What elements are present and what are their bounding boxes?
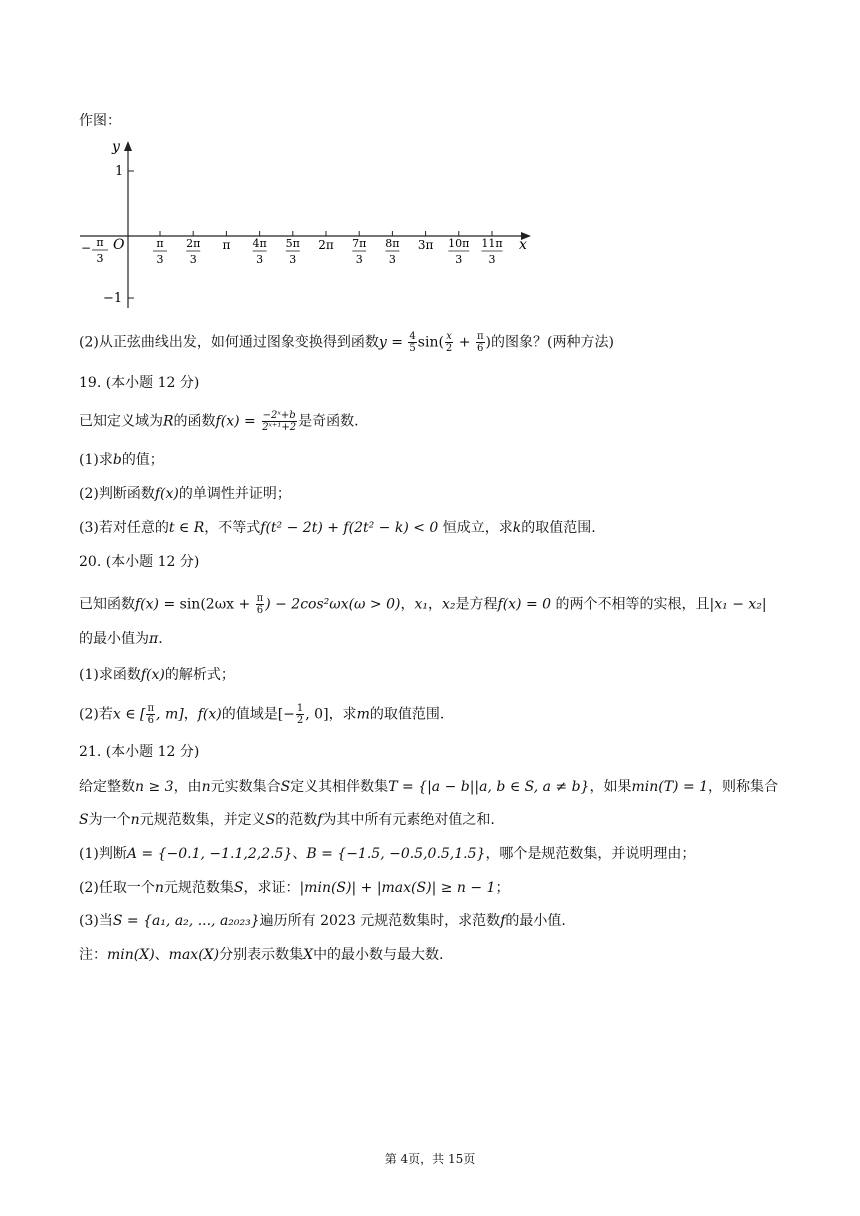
- svg-text:−: −: [81, 241, 92, 255]
- q21-part3: (3)当S = {a₁, a₂, ..., a₂₀₂₃}遍历所有 2023 元规范数集时，求范数f的最小值.: [79, 913, 566, 929]
- x-tick-label: [222, 231, 230, 252]
- q19-header: 19. (本小题 12 分): [79, 375, 200, 391]
- x-tick-label: [252, 231, 266, 266]
- q21-note: 注：min(X)、max(X)分别表示数集X中的最小数与最大数.: [79, 947, 444, 963]
- origin-label: O: [113, 237, 125, 253]
- page-footer: 第 4页，共 15页: [384, 1152, 476, 1166]
- x-tick-denominator: 3: [455, 253, 463, 266]
- svg-text:3: 3: [96, 252, 104, 265]
- q19-part2: (2)判断函数f(x)的单调性并证明；: [79, 486, 291, 502]
- q20-part2: (2)若x ∈ [ $\frac{\pi}{6}$ , m]，f(x)的值域是[− $\frac{1}{2}$ , 0]，求m的取值范围.: [79, 703, 445, 726]
- y-axis-arrow: [124, 141, 132, 151]
- x-tick-label: [318, 231, 334, 252]
- y-tick-neg1: −1: [103, 291, 123, 306]
- coordinate-graph: [78, 138, 538, 318]
- q21-stem-line2: S为一个n元规范数集，并定义S的范数f为其中所有元素绝对值之和.: [79, 812, 495, 828]
- x-tick-denominator: 3: [256, 253, 264, 266]
- q21-header: 21. (本小题 12 分): [79, 744, 200, 760]
- x-tick-label: [418, 231, 434, 252]
- y-tick-1: 1: [115, 164, 124, 179]
- x-tick-numerator: 10π: [448, 237, 470, 250]
- intro-text: 作图：: [79, 113, 121, 129]
- q21-stem-line1: 给定整数n ≥ 3，由n元实数集合S定义其相伴数集T = {|a − b||a, b ∈ S, a ≠ b}，如果min(T) = 1，则称集合: [79, 779, 779, 795]
- q20-part1: (1)求函数f(x)的解析式；: [79, 667, 235, 683]
- x-tick-numerator: 11π: [481, 237, 503, 250]
- x-tick-text: π: [222, 238, 231, 252]
- x-tick-denominator: 3: [488, 253, 496, 266]
- x-tick-denominator: 3: [355, 253, 363, 266]
- x-tick-denominator: 3: [156, 253, 164, 266]
- x-tick-numerator: π: [156, 237, 164, 250]
- x-tick-numerator: 7π: [352, 237, 367, 250]
- q19-stem: 已知定义域为R的函数f(x) = $\frac{\text{−2ˣ+b}}{\text{2ˣ⁺¹+2}}$ 是奇函数.: [79, 410, 359, 433]
- x-tick-label: [481, 231, 502, 266]
- x-tick-text: 3π: [417, 238, 434, 252]
- x-tick-label: [186, 231, 200, 266]
- x-axis-label: x: [519, 237, 527, 253]
- x-tick-text: 2π: [318, 238, 334, 252]
- q18-part2: (2)从正弦曲线出发，如何通过图象变换得到函数y = $\frac{4}{5}$ sin( $\frac{x}{2}$ + $\frac{\pi}{6}$ )的图象？(两种方法): [79, 331, 614, 354]
- x-tick-label: [448, 231, 469, 266]
- q20-stem-line1: 已知函数f(x) = sin(2ωx + $\frac{\pi}{6}$ ) − 2cos²ωx(ω > 0)，x₁，x₂是方程f(x) = 0 的两个不相等的实根，且|x₁ − x₂|: [79, 593, 767, 616]
- x-tick-numerator: 5π: [285, 237, 300, 250]
- q19-part1: (1)求b的值；: [79, 452, 164, 468]
- q19-part3: (3)若对任意的t ∈ R，不等式f(t² − 2t) + f(2t² − k) < 0 恒成立，求k的取值范围.: [79, 520, 596, 536]
- svg-text:π: π: [96, 236, 104, 249]
- q20-stem-line2: 的最小值为π.: [79, 631, 163, 647]
- y-axis-label: y: [112, 139, 120, 155]
- x-tick-numerator: 4π: [252, 237, 267, 250]
- x-tick-numerator: 8π: [385, 237, 400, 250]
- x-tick-label: [286, 231, 300, 266]
- x-tick-label: [352, 231, 366, 266]
- q20-header: 20. (本小题 12 分): [79, 554, 200, 570]
- x-tick-denominator: 3: [189, 253, 197, 266]
- x-tick-neg-pi-3: [81, 236, 108, 265]
- x-tick-denominator: 3: [388, 253, 396, 266]
- x-tick-denominator: 3: [289, 253, 297, 266]
- q21-part2: (2)任取一个n元规范数集S，求证：|min(S)| + |max(S)| ≥ n − 1；: [79, 880, 510, 896]
- q21-part1: (1)判断A = {−0.1, −1.1,2,2.5}、B = {−1.5, −0.5,0.5,1.5}，哪个是规范数集，并说明理由；: [79, 846, 696, 862]
- x-tick-label: [385, 231, 399, 266]
- x-tick-numerator: 2π: [186, 237, 201, 250]
